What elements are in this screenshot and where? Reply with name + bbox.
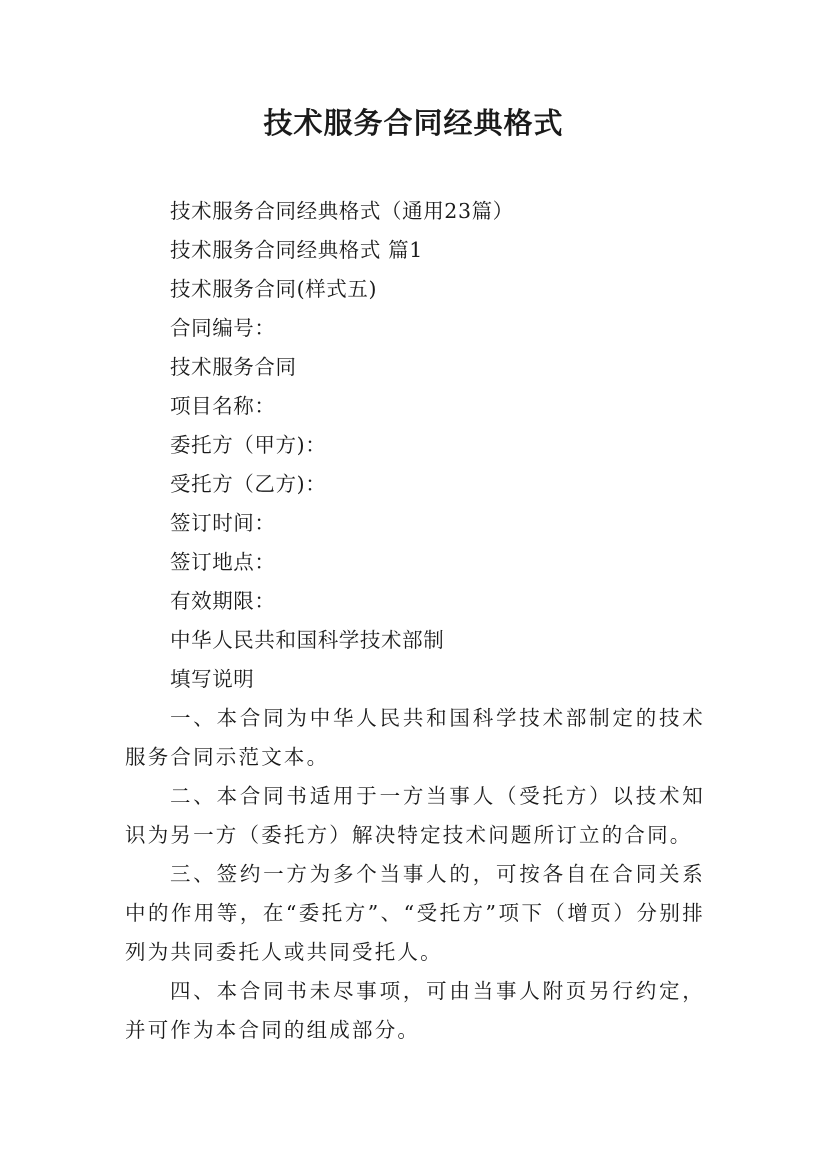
- signing-place-label: 签订地点：: [170, 550, 276, 574]
- instruction-paragraph-3: 三、签约一方为多个当事人的，可按各自在合同关系中的作用等，在“委托方”、“受托方”项下（增页）分别排列为共同委托人或共同受托人。: [125, 862, 705, 964]
- instruction-paragraph-2: 二、本合同书适用于一方当事人（受托方）以技术知识为另一方（委托方）解决特定技术问题所订立的合同。: [125, 784, 705, 847]
- client-party-label: 委托方（甲方)：: [170, 433, 327, 457]
- document-body: [125, 192, 705, 1050]
- contract-type-line: 技术服务合同: [170, 355, 297, 379]
- contract-style-line: 技术服务合同(样式五): [170, 277, 378, 301]
- signing-time-label: 签订时间：: [170, 511, 276, 535]
- document-title: 技术服务合同经典格式: [263, 106, 564, 140]
- validity-period-label: 有效期限：: [170, 589, 276, 613]
- subtitle-line: 技术服务合同经典格式（通用23篇）: [170, 199, 514, 223]
- instructions-heading: 填写说明: [170, 667, 255, 691]
- contractor-party-label: 受托方（乙方)：: [170, 472, 327, 496]
- contract-number-label: 合同编号：: [170, 316, 276, 340]
- project-name-label: 项目名称：: [170, 394, 276, 418]
- instruction-paragraph-4: 四、本合同书未尽事项，可由当事人附页另行约定，并可作为本合同的组成部分。: [125, 979, 705, 1042]
- issuer-line: 中华人民共和国科学技术部制: [170, 628, 445, 652]
- instruction-paragraph-1: 一、本合同为中华人民共和国科学技术部制定的技术服务合同示范文本。: [125, 706, 705, 769]
- section-heading: 技术服务合同经典格式 篇1: [170, 238, 423, 262]
